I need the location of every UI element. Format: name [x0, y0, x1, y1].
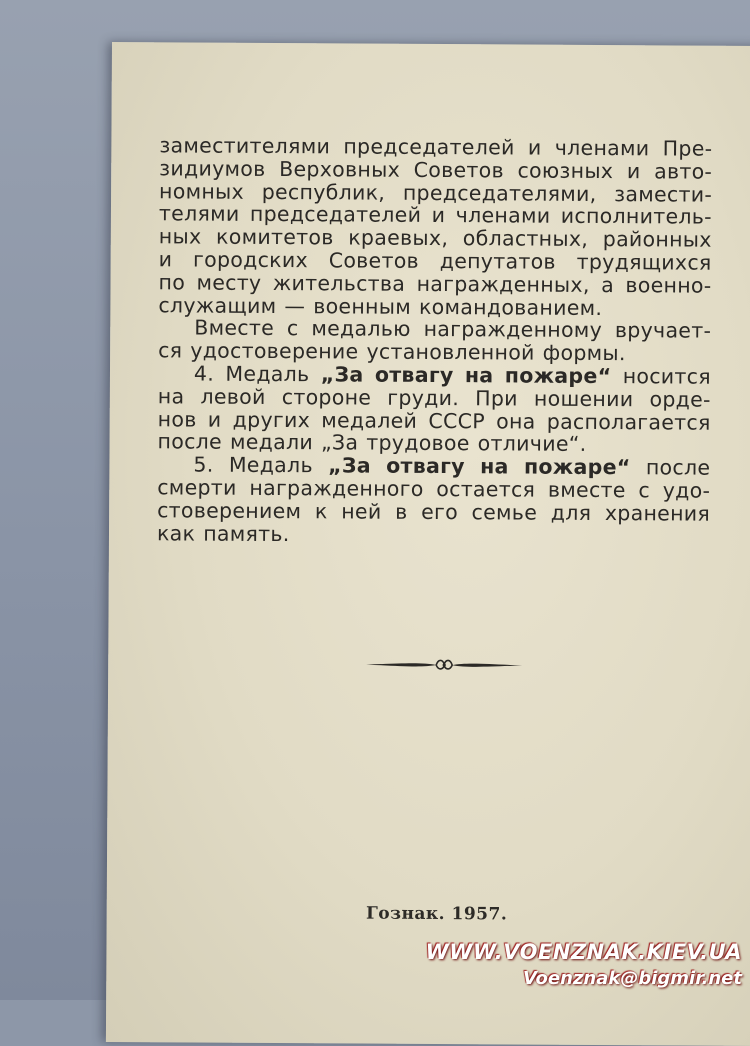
text-word: 5. [193, 452, 214, 477]
text-word: районных [602, 227, 712, 252]
text-word: исполнитель- [560, 204, 712, 230]
text-word: председателей [343, 134, 515, 160]
booklet-page [106, 42, 750, 1046]
text-word: и [207, 407, 222, 432]
text-word: краевых, [348, 225, 449, 251]
text-word: хранения [604, 500, 711, 526]
text-word: ся [158, 338, 183, 363]
text-word: награжденных, [416, 271, 590, 297]
text-word: областных, [462, 226, 589, 252]
text-word: „За [328, 453, 372, 478]
text-word: номных [159, 178, 245, 204]
text-word: на [157, 384, 185, 409]
text-word: установленной [366, 339, 535, 365]
text-word: вручает- [614, 318, 712, 344]
text-word: „За [320, 430, 359, 455]
text-word: — [284, 293, 306, 318]
text-word: а [601, 272, 615, 297]
text-word: городских [193, 247, 309, 273]
text-word: семье [471, 499, 538, 525]
text-word: членами [455, 203, 551, 229]
text-word: нов [157, 406, 197, 432]
text-word: память. [203, 521, 290, 546]
ornament-divider-icon [366, 656, 522, 675]
text-word: по [158, 270, 186, 295]
text-word: авто- [654, 159, 713, 184]
text-word: на [464, 363, 494, 388]
text-word: награжденного [249, 475, 424, 501]
text-word: Пре- [662, 136, 713, 161]
text-word: отвагу [374, 362, 454, 388]
text-word: носится [622, 364, 711, 389]
text-word: телями [158, 201, 240, 227]
text-word: удостоверение [190, 338, 359, 364]
text-word: к [314, 498, 328, 524]
text-word: Советов [413, 157, 504, 183]
text-word: она [496, 408, 536, 434]
text-word: Медаль [228, 452, 313, 478]
text-word: и [527, 135, 542, 160]
text-word: медалью [311, 316, 411, 342]
text-word: груди. [387, 385, 460, 410]
text-word: Верховных [279, 156, 401, 182]
text-word: удо- [662, 478, 711, 503]
text-word: военным [313, 293, 412, 319]
text-word: на [480, 454, 509, 479]
text-word: смерти [157, 475, 237, 500]
text-word: республик, [261, 179, 386, 205]
text-word: ношении [533, 386, 634, 411]
text-word: ней [341, 499, 382, 524]
text-word: заместителями [159, 133, 331, 159]
text-word: медалей [321, 407, 418, 433]
text-word: союзных [517, 158, 614, 183]
text-word: с [638, 478, 651, 503]
watermark-url: WWW.VOENZNAK.KIEV.UA [425, 940, 742, 964]
text-word: левой [200, 384, 266, 409]
text-word: в [395, 499, 408, 524]
text-word: командованием. [418, 294, 603, 320]
text-line [157, 453, 710, 479]
text-word: остается [436, 476, 536, 502]
text-word: стороне [281, 384, 372, 410]
watermark-email: Voenznak@bigmir.net [522, 968, 742, 989]
text-word: как [156, 520, 196, 546]
text-word: 4. [193, 361, 215, 386]
text-word: военно- [625, 272, 712, 298]
text-word: комитетов [216, 224, 334, 250]
text-word: медали [229, 430, 314, 455]
text-word: отличие“. [477, 431, 587, 457]
text-word: СССР [428, 408, 486, 433]
text-word: пожаре“ [523, 454, 631, 480]
text-word: зидиумов [159, 156, 266, 181]
text-word: Вместе [194, 315, 275, 341]
text-word: орде- [649, 387, 711, 412]
text-word: вместе [547, 477, 626, 503]
text-word: „За [320, 362, 364, 387]
text-word: с [286, 316, 299, 341]
text-word: после [157, 429, 223, 455]
text-word: жительства [272, 270, 406, 296]
text-word: его [421, 499, 459, 524]
text-word: трудящихся [576, 249, 712, 275]
text-line [159, 180, 712, 206]
text-word: после [645, 455, 711, 480]
text-word: награжденному [423, 317, 603, 343]
text-word: трудовое [366, 430, 470, 456]
text-word: председателей [249, 202, 422, 228]
text-word: формы. [542, 340, 626, 366]
text-word: отвагу [386, 453, 465, 479]
printer-imprint: Гознак. 1957. [365, 903, 508, 925]
text-word: депутатов [439, 248, 556, 274]
text-word: других [232, 407, 311, 432]
text-word: председателями, [402, 180, 597, 206]
text-word: служащим [158, 292, 277, 318]
text-word: Советов [328, 248, 420, 273]
body-text [157, 134, 712, 548]
text-word: При [475, 385, 518, 411]
text-word: и [431, 203, 446, 228]
text-word: стоверением [157, 498, 302, 523]
text-word: и [626, 158, 641, 184]
text-word: Медаль [225, 361, 310, 387]
text-word: для [550, 500, 592, 525]
text-word: и [158, 247, 173, 272]
text-word: месту [196, 270, 262, 295]
text-word: замести- [614, 181, 713, 207]
text-word: располагается [546, 409, 711, 435]
text-word: пожаре“ [504, 363, 612, 389]
text-line [157, 522, 710, 548]
text-word: ных [158, 224, 202, 249]
text-word: членами [554, 135, 650, 161]
